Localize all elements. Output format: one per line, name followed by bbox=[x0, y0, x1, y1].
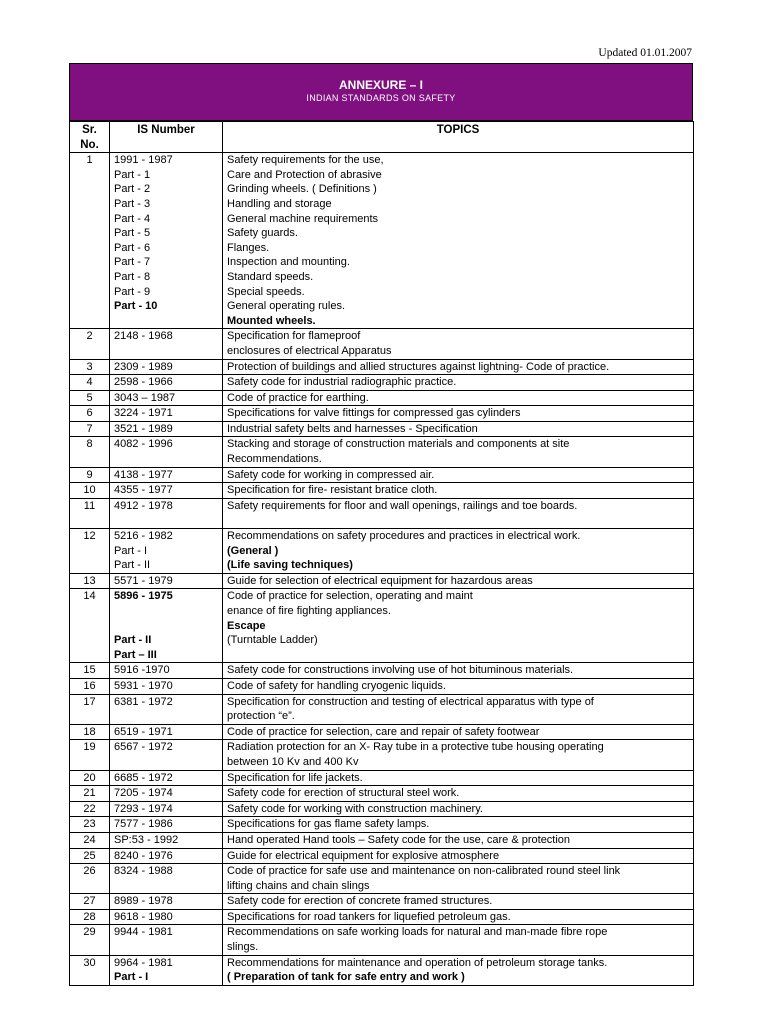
is-number-line: 5916 -1970 bbox=[114, 664, 170, 677]
is-number-line: Part - I bbox=[114, 971, 149, 984]
is-number-line: 9944 - 1981 bbox=[114, 926, 173, 939]
is-number-line: Part - 2 bbox=[114, 183, 151, 196]
topic-line: lifting chains and chain slings bbox=[227, 879, 370, 892]
is-number-line: 8324 - 1988 bbox=[114, 865, 173, 878]
is-number-line: Part - 1 bbox=[114, 168, 151, 181]
table-row bbox=[70, 390, 694, 406]
cell-sr-no: 16 bbox=[70, 678, 110, 694]
table-row bbox=[70, 955, 694, 985]
table-row bbox=[70, 864, 694, 894]
cell-topics bbox=[223, 589, 694, 663]
cell-is-number bbox=[110, 375, 223, 391]
topic-line: Specification for flameproof bbox=[227, 330, 361, 343]
is-number-line: 4138 - 1977 bbox=[114, 468, 173, 481]
is-number-line: 6381 - 1972 bbox=[114, 695, 173, 708]
is-number-line: 6519 - 1971 bbox=[114, 725, 173, 738]
cell-topics bbox=[223, 894, 694, 910]
table-row bbox=[70, 329, 694, 359]
is-number-line: 1991 - 1987 bbox=[114, 154, 173, 167]
cell-sr-no: 28 bbox=[70, 909, 110, 925]
annexure-subtitle: INDIAN STANDARDS ON SAFETY bbox=[306, 93, 456, 103]
topic-line: Specifications for gas flame safety lamps. bbox=[227, 818, 430, 831]
cell-is-number bbox=[110, 359, 223, 375]
is-number-line: Part - II bbox=[114, 634, 152, 647]
topic-line: Safety code for erection of structural steel work. bbox=[227, 787, 460, 800]
cell-is-number bbox=[110, 483, 223, 499]
cell-sr-no: 11 bbox=[70, 498, 110, 528]
is-number-line bbox=[114, 619, 218, 634]
topic-line: enance of fire fighting appliances. bbox=[227, 605, 391, 617]
cell-topics bbox=[223, 153, 694, 329]
col-header-topics: TOPICS bbox=[223, 122, 694, 153]
cell-topics bbox=[223, 817, 694, 833]
topic-line: Radiation protection for an X- Ray tube in a protective tube housing operating bbox=[227, 741, 604, 754]
topic-line: General operating rules. bbox=[227, 300, 346, 313]
table-body bbox=[70, 153, 694, 986]
is-number-line: Part - 6 bbox=[114, 241, 151, 254]
table-row bbox=[70, 848, 694, 864]
topic-line: Safety guards. bbox=[227, 227, 298, 240]
is-number-line: 3043 – 1987 bbox=[114, 391, 176, 404]
cell-topics bbox=[223, 724, 694, 740]
cell-sr-no: 2 bbox=[70, 329, 110, 359]
topic-line: Code of practice for safe use and maintenance on non-calibrated round steel link bbox=[227, 865, 621, 878]
cell-topics bbox=[223, 390, 694, 406]
cell-sr-no: 9 bbox=[70, 467, 110, 483]
cell-topics bbox=[223, 801, 694, 817]
table-row bbox=[70, 467, 694, 483]
cell-topics bbox=[223, 955, 694, 985]
updated-date: Updated 01.01.2007 bbox=[598, 47, 692, 59]
table-row bbox=[70, 406, 694, 422]
cell-topics bbox=[223, 483, 694, 499]
cell-topics bbox=[223, 498, 694, 528]
cell-is-number bbox=[110, 390, 223, 406]
cell-is-number bbox=[110, 406, 223, 422]
table-row bbox=[70, 483, 694, 499]
cell-topics bbox=[223, 740, 694, 770]
cell-is-number bbox=[110, 770, 223, 786]
cell-topics bbox=[223, 663, 694, 679]
topic-line: Code of practice for selection, operating and maint bbox=[227, 590, 473, 603]
topic-line: (Turntable Ladder) bbox=[227, 634, 318, 647]
is-number-line: Part - 10 bbox=[114, 300, 158, 313]
is-number-line: 4082 - 1996 bbox=[114, 438, 173, 451]
table-row bbox=[70, 375, 694, 391]
cell-topics bbox=[223, 421, 694, 437]
topic-line: slings. bbox=[227, 941, 259, 954]
topic-line: Inspection and mounting. bbox=[227, 256, 350, 269]
topic-line: Special speeds. bbox=[227, 285, 305, 298]
cell-sr-no: 13 bbox=[70, 573, 110, 589]
cell-is-number bbox=[110, 329, 223, 359]
topic-line: Safety code for working in compressed air. bbox=[227, 468, 435, 481]
cell-topics bbox=[223, 529, 694, 574]
cell-sr-no: 17 bbox=[70, 694, 110, 724]
table-row bbox=[70, 421, 694, 437]
topic-line: Flanges. bbox=[227, 241, 270, 254]
is-number-line: 4912 - 1978 bbox=[114, 499, 173, 512]
is-number-line: Part - I bbox=[114, 544, 148, 557]
cell-topics bbox=[223, 678, 694, 694]
table-row bbox=[70, 770, 694, 786]
is-number-line: Part - 8 bbox=[114, 270, 151, 283]
cell-is-number bbox=[110, 467, 223, 483]
table-row bbox=[70, 589, 694, 663]
cell-sr-no: 25 bbox=[70, 848, 110, 864]
topic-line: Recommendations on safe working loads for natural and man-made fibre rope bbox=[227, 926, 608, 939]
cell-topics bbox=[223, 573, 694, 589]
cell-sr-no: 22 bbox=[70, 801, 110, 817]
cell-sr-no: 1 bbox=[70, 153, 110, 329]
is-number-line: SP:53 - 1992 bbox=[114, 833, 179, 846]
topic-line: protection “e”. bbox=[227, 710, 295, 723]
cell-sr-no: 3 bbox=[70, 359, 110, 375]
col-header-is-number: IS Number bbox=[110, 122, 223, 153]
topic-line: Safety code for industrial radiographic practice. bbox=[227, 376, 457, 389]
topic-line: Guide for electrical equipment for explosive atmosphere bbox=[227, 849, 500, 862]
topic-line: Recommendations. bbox=[227, 453, 322, 466]
table-row bbox=[70, 786, 694, 802]
cell-sr-no: 23 bbox=[70, 817, 110, 833]
cell-sr-no: 12 bbox=[70, 529, 110, 574]
is-number-line: 9618 - 1980 bbox=[114, 910, 173, 923]
is-number-line: 9964 - 1981 bbox=[114, 956, 173, 969]
topic-line: Safety requirements for the use, bbox=[227, 154, 384, 167]
topic-line: Specification for life jackets. bbox=[227, 771, 363, 784]
cell-is-number bbox=[110, 421, 223, 437]
topic-line: Safety code for erection of concrete framed structures. bbox=[227, 895, 493, 908]
topic-line: Safety code for constructions involving use of hot bituminous materials. bbox=[227, 664, 574, 677]
annexure-banner bbox=[69, 63, 693, 121]
cell-topics bbox=[223, 375, 694, 391]
cell-is-number bbox=[110, 817, 223, 833]
topic-line: Standard speeds. bbox=[227, 270, 314, 283]
topic-line: Specifications for valve fittings for compressed gas cylinders bbox=[227, 407, 521, 420]
cell-is-number bbox=[110, 925, 223, 955]
cell-is-number bbox=[110, 832, 223, 848]
cell-is-number bbox=[110, 663, 223, 679]
table-row bbox=[70, 678, 694, 694]
topic-line: Care and Protection of abrasive bbox=[227, 168, 382, 181]
topic-line: Specifications for road tankers for liquefied petroleum gas. bbox=[227, 910, 511, 923]
topic-line: Safety code for working with construction machinery. bbox=[227, 802, 483, 815]
topic-line: Industrial safety belts and harnesses - Specification bbox=[227, 422, 478, 435]
table-row bbox=[70, 801, 694, 817]
cell-sr-no: 4 bbox=[70, 375, 110, 391]
cell-is-number bbox=[110, 573, 223, 589]
is-number-line: 5931 - 1970 bbox=[114, 679, 173, 692]
topic-line: Recommendations for maintenance and operation of petroleum storage tanks. bbox=[227, 956, 608, 969]
cell-sr-no: 5 bbox=[70, 390, 110, 406]
topic-line: Escape bbox=[227, 619, 266, 632]
cell-is-number bbox=[110, 498, 223, 528]
topic-line bbox=[227, 513, 689, 528]
cell-is-number bbox=[110, 955, 223, 985]
table-row bbox=[70, 529, 694, 574]
cell-sr-no: 7 bbox=[70, 421, 110, 437]
topic-line: ( Preparation of tank for safe entry and work ) bbox=[227, 971, 465, 984]
cell-topics bbox=[223, 770, 694, 786]
is-number-line: Part - 3 bbox=[114, 197, 151, 210]
cell-sr-no: 26 bbox=[70, 864, 110, 894]
cell-sr-no: 14 bbox=[70, 589, 110, 663]
cell-sr-no: 18 bbox=[70, 724, 110, 740]
is-number-line: 5896 - 1975 bbox=[114, 590, 173, 603]
cell-sr-no: 27 bbox=[70, 894, 110, 910]
table-row bbox=[70, 498, 694, 528]
is-number-line bbox=[114, 513, 218, 528]
standards-table bbox=[69, 121, 694, 986]
topic-line: Handling and storage bbox=[227, 197, 332, 210]
cell-sr-no: 30 bbox=[70, 955, 110, 985]
cell-is-number bbox=[110, 153, 223, 329]
cell-topics bbox=[223, 694, 694, 724]
is-number-line: 4355 - 1977 bbox=[114, 484, 173, 497]
topic-line: (General ) bbox=[227, 544, 279, 557]
is-number-line: Part – III bbox=[114, 648, 157, 661]
is-number-line bbox=[114, 604, 218, 619]
is-number-line: Part - II bbox=[114, 559, 151, 572]
topic-line: (Life saving techniques) bbox=[227, 559, 353, 572]
topic-line: Protection of buildings and allied structures against lightning- Code of practice. bbox=[227, 360, 610, 373]
cell-topics bbox=[223, 832, 694, 848]
topic-line: Grinding wheels. ( Definitions ) bbox=[227, 183, 377, 196]
is-number-line: 6685 - 1972 bbox=[114, 771, 173, 784]
cell-topics bbox=[223, 467, 694, 483]
is-number-line: 3521 - 1989 bbox=[114, 422, 173, 435]
topic-line: Specification for construction and testing of electrical apparatus with type of bbox=[227, 695, 594, 708]
topic-line: Guide for selection of electrical equipment for hazardous areas bbox=[227, 574, 533, 587]
cell-is-number bbox=[110, 801, 223, 817]
table-header-row bbox=[70, 122, 694, 153]
topic-line: Stacking and storage of construction materials and components at site bbox=[227, 438, 570, 451]
is-number-line: Part - 4 bbox=[114, 212, 151, 225]
topic-line: Safety requirements for floor and wall openings, railings and toe boards. bbox=[227, 499, 578, 512]
cell-topics bbox=[223, 909, 694, 925]
cell-topics bbox=[223, 329, 694, 359]
cell-topics bbox=[223, 786, 694, 802]
is-number-line: 7577 - 1986 bbox=[114, 818, 173, 831]
col-header-sr: Sr. No. bbox=[70, 122, 110, 153]
table-row bbox=[70, 740, 694, 770]
cell-topics bbox=[223, 437, 694, 467]
cell-sr-no: 24 bbox=[70, 832, 110, 848]
cell-topics bbox=[223, 848, 694, 864]
is-number-line: Part - 9 bbox=[114, 285, 151, 298]
topic-line: Mounted wheels. bbox=[227, 314, 316, 327]
annexure-title: ANNEXURE – I bbox=[338, 78, 424, 92]
cell-is-number bbox=[110, 589, 223, 663]
cell-is-number bbox=[110, 909, 223, 925]
cell-is-number bbox=[110, 437, 223, 467]
standards-sheet bbox=[69, 63, 693, 986]
is-number-line: 2148 - 1968 bbox=[114, 330, 173, 343]
cell-is-number bbox=[110, 724, 223, 740]
cell-sr-no: 29 bbox=[70, 925, 110, 955]
cell-is-number bbox=[110, 864, 223, 894]
is-number-line: 2309 - 1989 bbox=[114, 360, 173, 373]
cell-sr-no: 19 bbox=[70, 740, 110, 770]
cell-is-number bbox=[110, 848, 223, 864]
topic-line: Code of safety for handling cryogenic liquids. bbox=[227, 679, 446, 692]
is-number-line: 5571 - 1979 bbox=[114, 574, 173, 587]
is-number-line: 8989 - 1978 bbox=[114, 895, 173, 908]
topic-line: General machine requirements bbox=[227, 212, 379, 225]
table-row bbox=[70, 894, 694, 910]
topic-line: Specification for fire- resistant bratice cloth. bbox=[227, 484, 438, 497]
table-row bbox=[70, 153, 694, 329]
is-number-line: 3224 - 1971 bbox=[114, 407, 173, 420]
cell-topics bbox=[223, 406, 694, 422]
cell-is-number bbox=[110, 529, 223, 574]
table-row bbox=[70, 724, 694, 740]
table-row bbox=[70, 437, 694, 467]
cell-topics bbox=[223, 359, 694, 375]
cell-sr-no: 10 bbox=[70, 483, 110, 499]
is-number-line: 7205 - 1974 bbox=[114, 787, 173, 800]
topic-line: Recommendations on safety procedures and practices in electrical work. bbox=[227, 530, 581, 543]
is-number-line: Part - 5 bbox=[114, 227, 151, 240]
topic-line: Hand operated Hand tools – Safety code for the use, care & protection bbox=[227, 833, 571, 846]
table-row bbox=[70, 694, 694, 724]
cell-is-number bbox=[110, 894, 223, 910]
is-number-line: 7293 - 1974 bbox=[114, 802, 173, 815]
topic-line: Code of practice for selection, care and repair of safety footwear bbox=[227, 725, 540, 738]
table-row bbox=[70, 925, 694, 955]
table-row bbox=[70, 817, 694, 833]
cell-is-number bbox=[110, 694, 223, 724]
table-row bbox=[70, 663, 694, 679]
cell-is-number bbox=[110, 786, 223, 802]
is-number-line: 6567 - 1972 bbox=[114, 741, 173, 754]
cell-sr-no: 6 bbox=[70, 406, 110, 422]
table-row bbox=[70, 573, 694, 589]
topic-line: between 10 Kv and 400 Kv bbox=[227, 755, 359, 768]
topic-line: Code of practice for earthing. bbox=[227, 391, 369, 404]
table-row bbox=[70, 832, 694, 848]
cell-sr-no: 8 bbox=[70, 437, 110, 467]
is-number-line: 8240 - 1976 bbox=[114, 849, 173, 862]
is-number-line: 5216 - 1982 bbox=[114, 530, 173, 543]
cell-topics bbox=[223, 925, 694, 955]
cell-sr-no: 15 bbox=[70, 663, 110, 679]
table-row bbox=[70, 359, 694, 375]
cell-sr-no: 21 bbox=[70, 786, 110, 802]
cell-is-number bbox=[110, 740, 223, 770]
cell-topics bbox=[223, 864, 694, 894]
cell-sr-no: 20 bbox=[70, 770, 110, 786]
topic-line: enclosures of electrical Apparatus bbox=[227, 344, 392, 357]
table-row bbox=[70, 909, 694, 925]
cell-is-number bbox=[110, 678, 223, 694]
is-number-line: 2598 - 1966 bbox=[114, 376, 173, 389]
is-number-line: Part - 7 bbox=[114, 256, 151, 269]
